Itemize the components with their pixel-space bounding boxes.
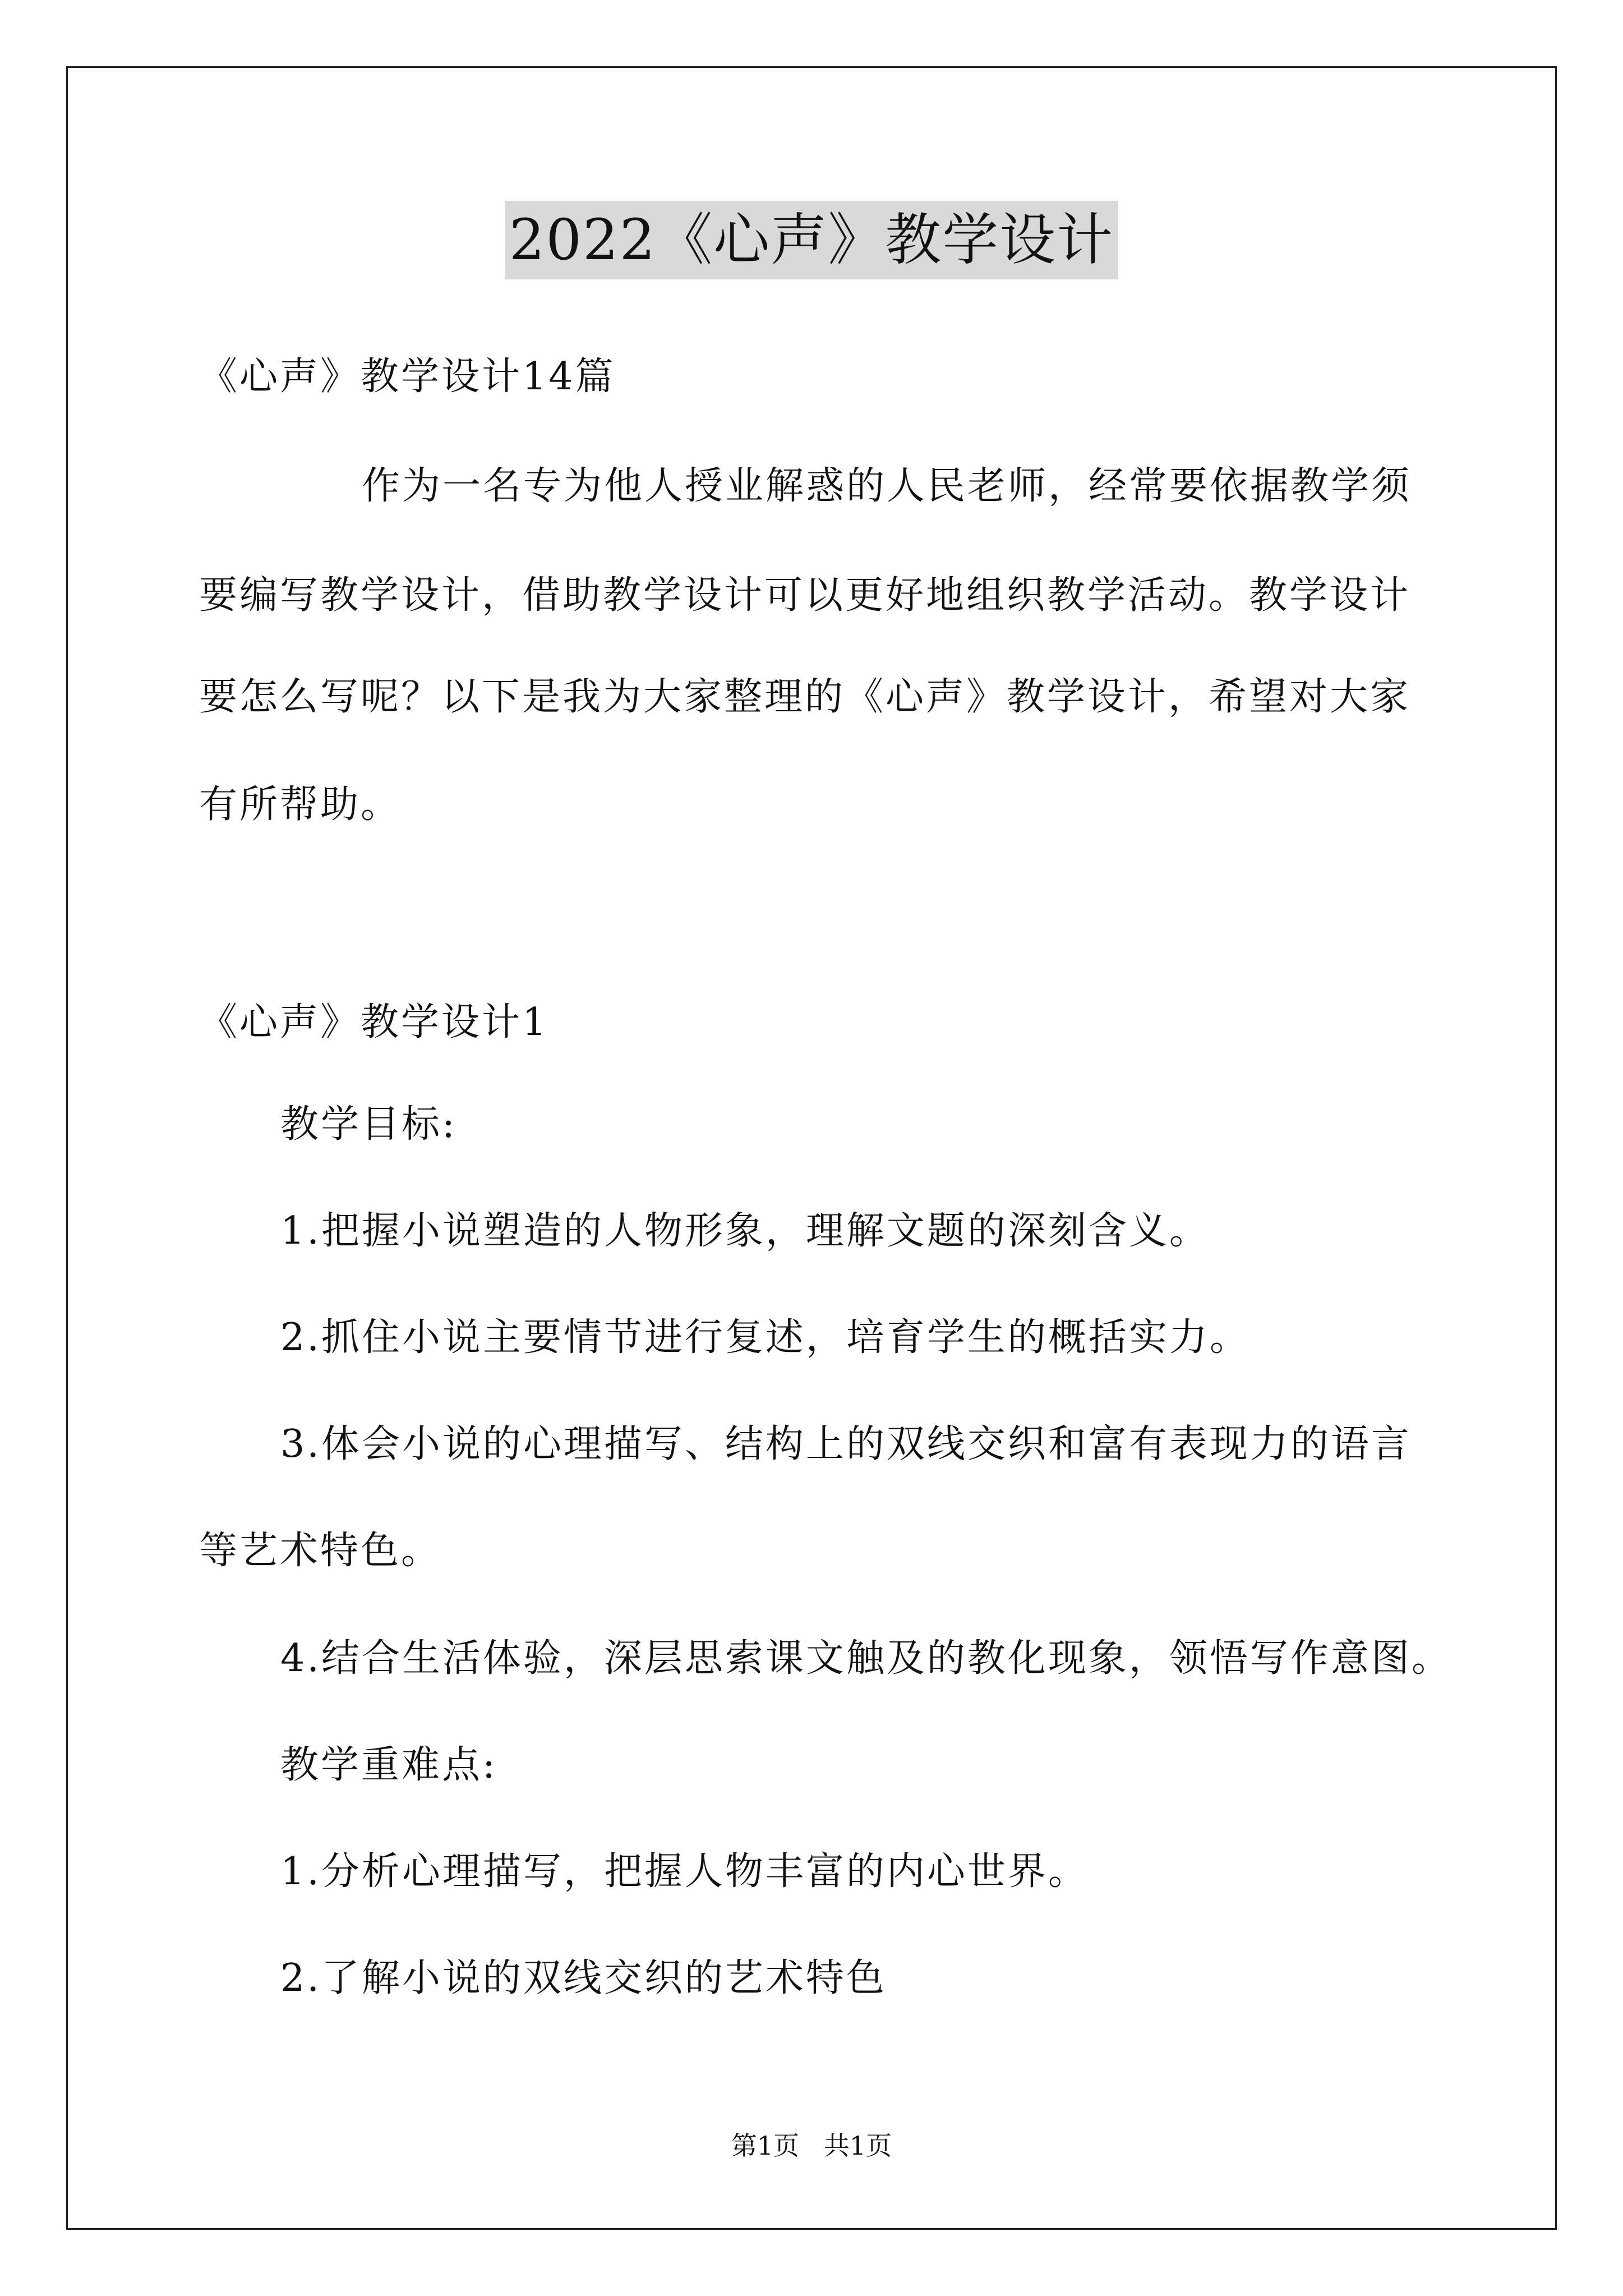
page-footer: 第1页 共1页 xyxy=(731,2131,892,2161)
subheading: 教学重难点: xyxy=(280,1743,497,1787)
paragraph-line: 要怎么写呢？以下是我为大家整理的《心声》教学设计，希望对大家 xyxy=(199,675,1411,719)
paragraph-line: 要编写教学设计，借助教学设计可以更好地组织教学活动。教学设计 xyxy=(199,573,1411,618)
list-item: 2.抓住小说主要情节进行复述，培育学生的概括实力。 xyxy=(280,1315,1250,1360)
list-item: 2.了解小说的双线交织的艺术特色 xyxy=(280,1956,887,2000)
list-item: 3.体会小说的心理描写、结构上的双线交织和富有表现力的语言 xyxy=(280,1422,1412,1466)
section-heading: 《心声》教学设计1 xyxy=(199,1000,549,1045)
title-container xyxy=(0,201,1623,279)
paragraph-line: 作为一名专为他人授业解惑的人民老师，经常要依据教学须 xyxy=(362,464,1412,508)
list-item: 4.结合生活体验，深层思索课文触及的教化现象，领悟写作意图。 xyxy=(280,1636,1452,1681)
subheading: 教学目标: xyxy=(280,1102,457,1147)
subtitle-line: 《心声》教学设计14篇 xyxy=(199,355,616,399)
list-item: 1.把握小说塑造的人物形象，理解文题的深刻含义。 xyxy=(280,1209,1210,1253)
list-item: 1.分析心理描写，把握人物丰富的内心世界。 xyxy=(280,1849,1089,1894)
paragraph-line: 有所帮助。 xyxy=(199,783,402,827)
document-title: 2022《心声》教学设计 xyxy=(505,201,1119,279)
list-item-continuation: 等艺术特色。 xyxy=(199,1529,442,1573)
